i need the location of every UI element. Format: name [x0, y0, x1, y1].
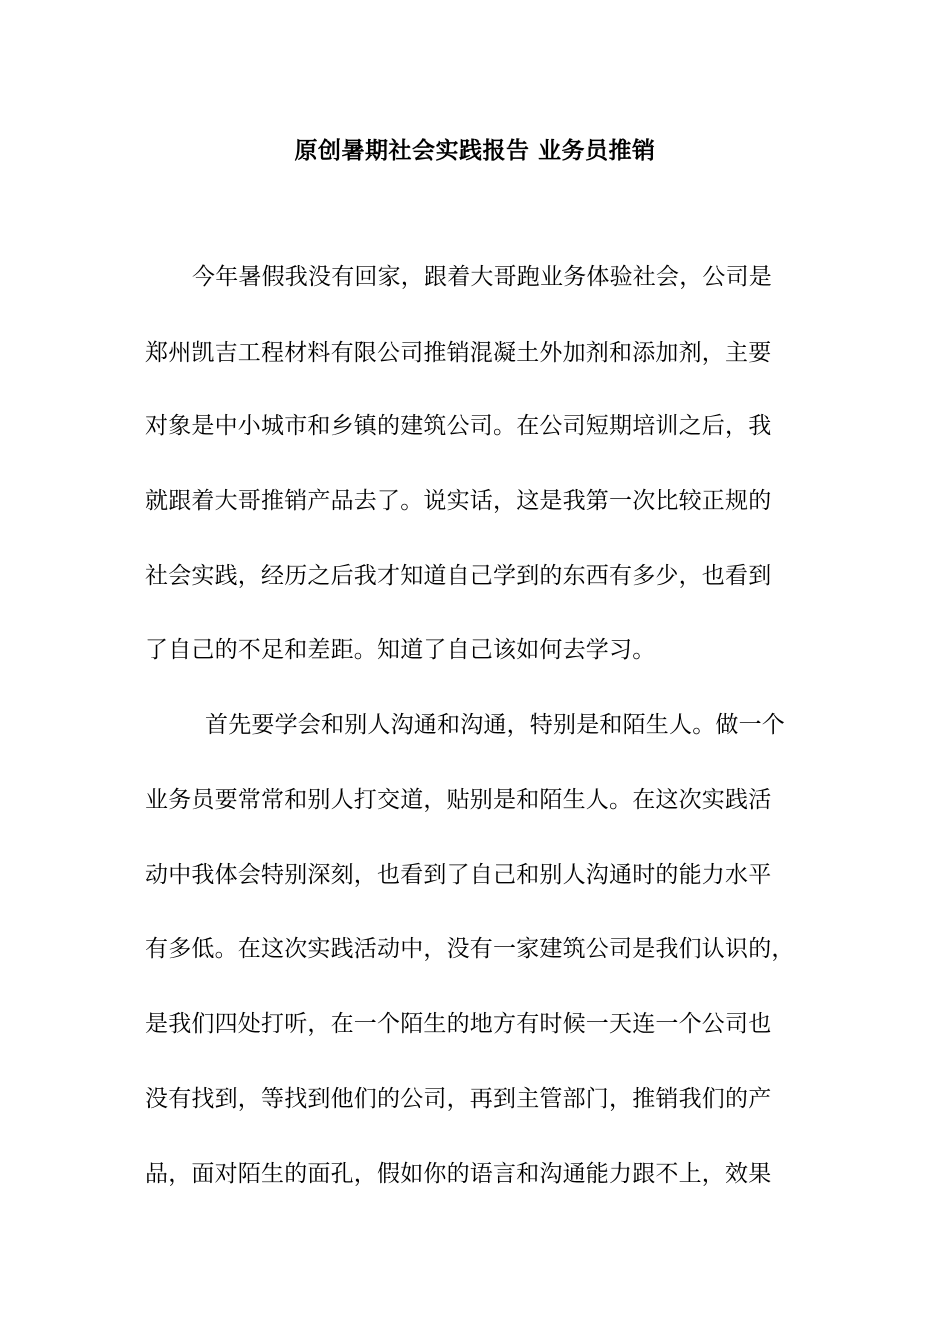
paragraph-1-line-4: 就跟着大哥推销产品去了。说实话，这是我第一次比较正规的	[145, 488, 772, 514]
paragraph-2-line-1: 首先要学会和别人沟通和沟通，特别是和陌生人。做一个	[205, 712, 785, 738]
document-title: 原创暑期社会实践报告 业务员推销	[294, 137, 656, 164]
paragraph-2-line-6: 没有找到，等找到他们的公司，再到主管部门，推销我们的产	[145, 1086, 772, 1112]
paragraph-1-line-1: 今年暑假我没有回家，跟着大哥跑业务体验社会，公司是	[192, 264, 772, 290]
paragraph-2-line-5: 是我们四处打听，在一个陌生的地方有时候一天连一个公司也	[145, 1011, 772, 1037]
paragraph-1-line-3: 对象是中小城市和乡镇的建筑公司。在公司短期培训之后，我	[145, 413, 772, 439]
paragraph-1-line-5: 社会实践，经历之后我才知道自己学到的东西有多少，也看到	[145, 563, 772, 589]
paragraph-1-line-6: 了自己的不足和差距。知道了自己该如何去学习。	[145, 637, 656, 663]
paragraph-2-line-4: 有多低。在这次实践活动中，没有一家建筑公司是我们认识的，	[145, 936, 795, 962]
paragraph-1-line-2: 郑州凯吉工程材料有限公司推销混凝土外加剂和添加剂，主要	[145, 340, 772, 366]
paragraph-2-line-3: 动中我体会特别深刻，也看到了自己和别人沟通时的能力水平	[145, 862, 772, 888]
paragraph-2-line-7: 品，面对陌生的面孔，假如你的语言和沟通能力跟不上，效果	[145, 1161, 772, 1187]
paragraph-2-line-2: 业务员要常常和别人打交道，贴别是和陌生人。在这次实践活	[145, 787, 772, 813]
